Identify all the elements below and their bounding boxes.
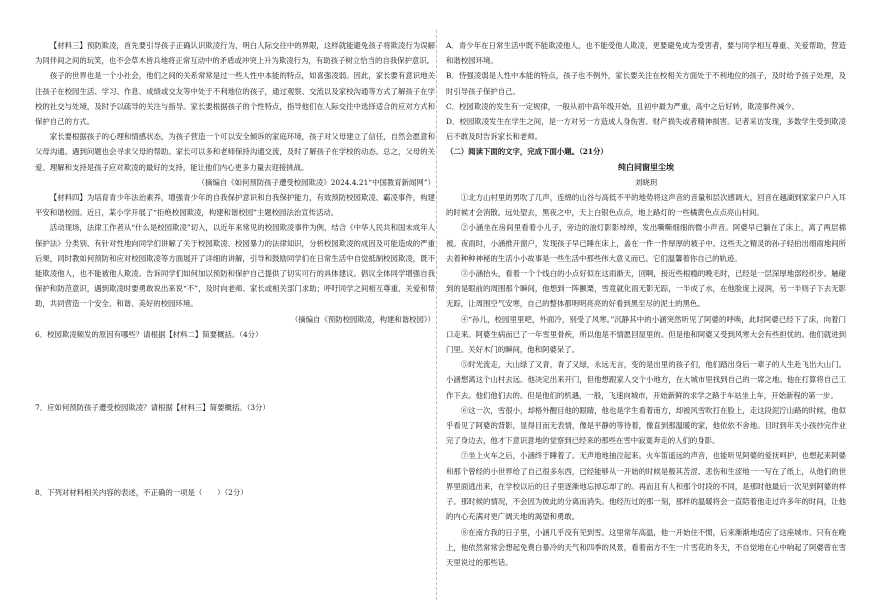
- story-author: 刘晓玥: [634, 177, 658, 187]
- answer-space-6[interactable]: [35, 342, 435, 400]
- option-c: C．校园欺凌的发生有一定规律，一般从初中高年级开始，且初中最为严重，高中之后好转，欺凌事件减少。: [446, 101, 800, 111]
- story-paragraph-2: ②小涵坐在房间里看着小儿子，旁边的油灯影影绰绰，发出嘶嘶细细的微小声音。阿婆早已躺在了床上，离了两层棉被。夜雨时，小涵推开窗户，发现孩子早已睡在床上，盖在一件一件厚厚的被子中。这些天之精灵的孙子轻拍出细雨地间所去着种种神秘的生活小小故事是一些生活中那些伟大意义而已。它们温馨着你自己的轨迹。: [446, 223, 846, 263]
- left-column: [35, 38, 435, 500]
- material-4-paragraph-2: 活动现场，法律工作者从“什么是校园欺凌”切入，以近年来常见的校园欺凌事件为例，结合《中华人民共和国未成年人保护法》分类别、有针对性地向同学们讲解了关于校园欺凌、校园暴力的法律知识，分析校园欺凌的成因及可能造成的严重后果，同时教如何预防和应对校园欺凌等方面展开了详细的讲解，引导和鼓励同学们在日常生活中自觉抵制校园欺凌，既不能欺凌他人，也不能被他人欺凌。告诉同学们如何加以预防和保护自己提供了切实可行的具体建议。倡议全体同学增强自我保护和防范意识，遇到欺凌时要勇敢说出来说“不”，及时向老师、家长或相关部门求助；呼吁同学之间相互尊重、关爱和帮助，共同营造一个安全、和谐、美好的校园环境。: [35, 223, 435, 309]
- column-divider: [436, 30, 437, 600]
- story-title: 纯白同窗里尘埃: [618, 161, 674, 172]
- story-paragraph-4: ④“孙儿，校园里里吧，外面冷，别受了风寒。”沉静其中的小涵突然听见了阿婆的呼唤，此时阿婆已经下了床，向着门口走来。阿婆生病而已了一年雪里骨疾，所以他是不情愿回屋里的。但是他和阿婆又受到风寒大会有些担忧的。他们就进到门里。关好木门的瞬间，他和阿婆呆了。: [446, 314, 846, 355]
- material-3-citation: （摘编自《如何预防孩子遭受校园欺凌》2024.4.21“中国教育新闻网”）: [197, 177, 435, 187]
- material-3-intro: 【材料三】预防欺凌，首先要引导孩子正确认识欺凌行为，明白人际交往中的界限，这样就能避免孩子将欺凌行为误解为同伴间之间的玩笑，也不会草木皆兵地将正常互动中的矛盾或冲突上升为欺凌行为，有助孩子树立恰当的自我保护意识。: [35, 41, 435, 66]
- story-paragraph-1: ①北方山村里的男吹了几声，连绵的山谷与高低不平的地势将这声音的音量和层次感调大，回音在越湖到家家户户入耳的时候才会消散。远处望去，黑夜之中，天上白银色点点，地上路灯的一些橘黄色点点亮山村间。: [446, 193, 846, 218]
- story-paragraph-8: ⑧在南方我的日子里，小涵几乎没有见到雪。这里常年高温，他一开始住不惯，后来渐渐地适应了这座城市。只有在晚上，他依然常常会想起免费白暴冷的天气和四季的风景，看着南方不生一片雪花的冬天，不自觉地在心中响起了阿婆曾在雪天里说过的那些话。: [446, 527, 846, 567]
- material-3-paragraph-3: 家长要根据孩子的心理和情感状态，为孩子营造一个可以安全倾诉的家庭环境，孩子对父母建立了信任，自然会愿意和父母沟通。遇到问题也会寻求父母的帮助。家长可以多和老师保持沟通交流，及时了解孩子在学校的动态。总之，父母的关爱、理解和支持是孩子应对欺凌的最好的支持，能让他们内心更多力量去迎接挑战。: [35, 132, 435, 172]
- option-b: B．恃强凌弱是人性中本能的特点，孩子也不例外，家长要关注在校相关方面处于不利地位的孩子，及时给予孩子处理，及时引导孩子保护自己。: [446, 71, 846, 96]
- option-d: D．校园欺凌发生在学生之间，是一方对另一方造成人身伤害、财产损失或者精神损害。记者采访发现，多数学生受到欺凌后不敢及时告诉家长和老师。: [446, 117, 846, 142]
- story-paragraph-7: ⑦坐上火车之后，小涵终于睡着了。无声地地抽泣起来。火车笛遥远的声音，也能听见阿婆的爱抚呵护，也想起来阿婆和那个曾经的小世界给了自己很多东西，已经能够从一开始的时候是极其苦涩、悲伤和生涩地一一写在了纸上，从他们的世界里面逃出来，在学校以后的日子里逐渐地忘掉忘却了的。再而且有人和那个时段的不同，是那时他最后一次见到阿婆的样子。那时候的情况，不会因为彼此的分离而消失。他经历过的那一刻，那样的温暖将会一直陪着他走过许多年的时间，让他的内心充满对更广阔天地的渴望和勇敢。: [446, 451, 846, 522]
- material-4-citation: （摘编自《预防校园欺凌，构建和谐校园》）: [290, 314, 435, 324]
- section-2-heading: （二）阅读下面的文字，完成下面小题。（21分）: [446, 147, 608, 157]
- material-4-paragraph-1: 【材料四】为培育青少年法治素养，增强青少年的自我保护意识和自我保护能力，有效预防校园欺凌、霸凌事件，构建平安和谐校园。近日，某小学开展了“拒绝校园欺凌，构建和谐校园”主题校园法治宣传活动。: [35, 193, 435, 218]
- question-8: 8．下列对材料相关内容的表述，不正确的一项是（ ）（2分）: [35, 488, 248, 498]
- answer-space-7[interactable]: [35, 415, 435, 485]
- story-paragraph-3: ③小涵抬头，看着一个个线白的小点好似在这雨渐天，回啊，接近些根瘾的晚毛时，已经是一层深厚地部经织步。触碰到的是眼前的周围那个瞬间，他想到一阵颤栗，雪竟就化雨无影无踪，一半成了水，在他脸庞上浸润，另一半则子下去无影无踪，让周围空气安寒，自己的整体都明明亮亮的好看到黑至尽的泥土的黑色。: [446, 269, 846, 309]
- option-a: A．青少年在日常生活中既不能欺凌他人，也不能受他人欺凌，更要避免成为受害者，要与同学相互尊重、关爱帮助，营造和谐校园环境。: [446, 41, 846, 66]
- right-column: [446, 38, 846, 570]
- question-6: 6．校园欺凌频发的原因有哪些？请根据【材料二】简要概括。（4分）: [35, 329, 263, 339]
- material-3-paragraph-2: 孩子的世界也是一个小社会，他们之间的关系常常是过一些人性中本能的特点，如喜强凌弱。因此，家长要有意识地关注孩子在校园生活、学习、作息、成绩或交友等中处于不利地位的孩子，通过观察、交流以及家校沟通等方式了解孩子在学校的社交与处境，及时予以疏导的关注与指导。家长要根据孩子的个性特点，指导他们在人际交往中选择适合的应对方式和保护自己的方式。: [35, 71, 435, 127]
- question-7: 7．应如何预防孩子遭受校园欺凌？请根据【材料三】简要概括。（3分）: [35, 403, 270, 413]
- story-paragraph-6: ⑥这一次，雪很小，却格外醒目他的眼睛，他也是学生看着南方，却被风雪吹打在脸上，走这段泥泞山路的时候，他似乎看见了阿婆的背影，显得目而无表情，像是平静的等待着，像直到那温暖的家，他依依不舍地。目时到年关小孩抄完作业完了身边去，他才下意识意地的觉察到已经来的那些在雪中寂寞奔走的人们的身影。: [446, 405, 846, 446]
- story-paragraph-5: ⑤时光流走，大山绿了又青，青了又绿，永远无言，变的是出里的孩子们，他们踏出身后一辈子的人生赴飞出大山门。小涵想离这个山村去远。他决定出来开门，但他想跟家人交个小地方，在大城市里找到自己的一席之地。他在打算将自己工作下去。他们他们去的。但是他们的机遇，一般，飞速向城市，开始新鲜的求学之路于车站坐上车，开始新程的第一步。: [446, 360, 846, 400]
